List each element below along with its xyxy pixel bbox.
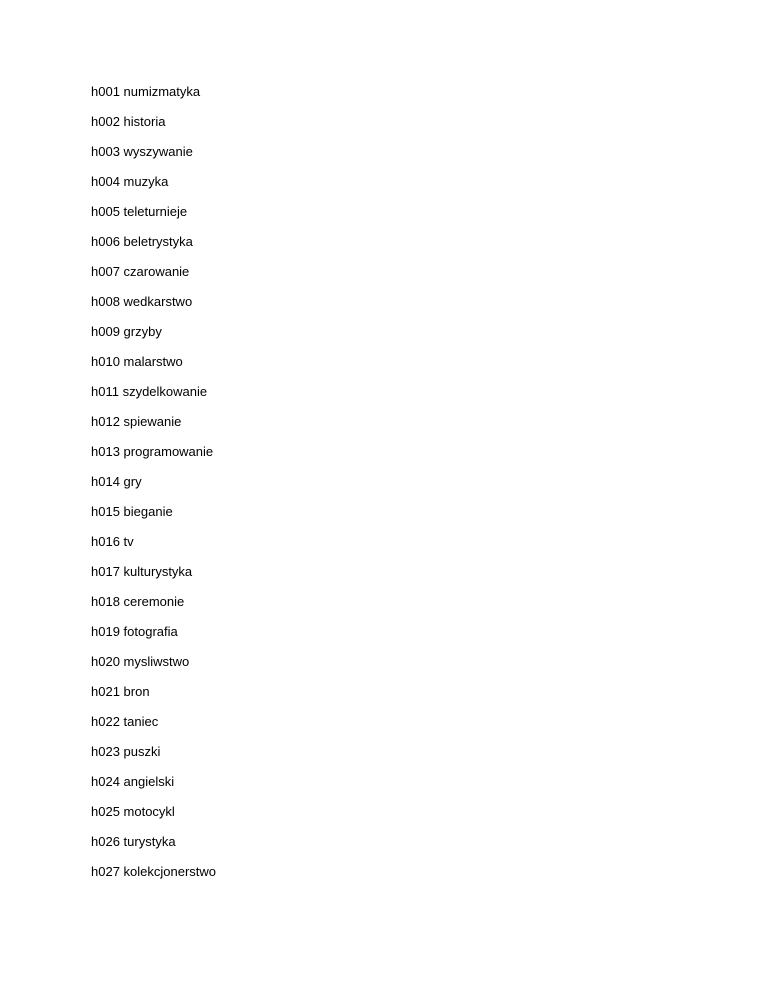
list-item: h023 puszki [91,744,161,759]
list-item: h025 motocykl [91,804,175,819]
list-item: h001 numizmatyka [91,84,201,99]
hobby-list [91,82,216,892]
list-item: h018 ceremonie [91,594,185,609]
list-item: h002 historia [91,114,166,129]
list-item: h012 spiewanie [91,414,182,429]
list-item: h017 kulturystyka [91,564,193,579]
list-item: h013 programowanie [91,444,214,459]
list-item: h014 gry [91,474,142,489]
list-item: h016 tv [91,534,134,549]
list-item: h024 angielski [91,774,175,789]
list-item: h021 bron [91,684,150,699]
list-item: h004 muzyka [91,174,169,189]
list-item: h009 grzyby [91,324,162,339]
list-item: h015 bieganie [91,504,173,519]
list-item: h022 taniec [91,714,159,729]
list-item: h006 beletrystyka [91,234,193,249]
list-item: h005 teleturnieje [91,204,188,219]
list-item: h026 turystyka [91,834,176,849]
list-item: h003 wyszywanie [91,144,193,159]
list-item: h010 malarstwo [91,354,183,369]
list-item: h007 czarowanie [91,264,190,279]
list-item: h011 szydelkowanie [91,384,208,399]
list-item: h008 wedkarstwo [91,294,193,309]
list-item: h019 fotografia [91,624,178,639]
list-item: h027 kolekcjonerstwo [91,864,217,879]
list-item: h020 mysliwstwo [91,654,190,669]
